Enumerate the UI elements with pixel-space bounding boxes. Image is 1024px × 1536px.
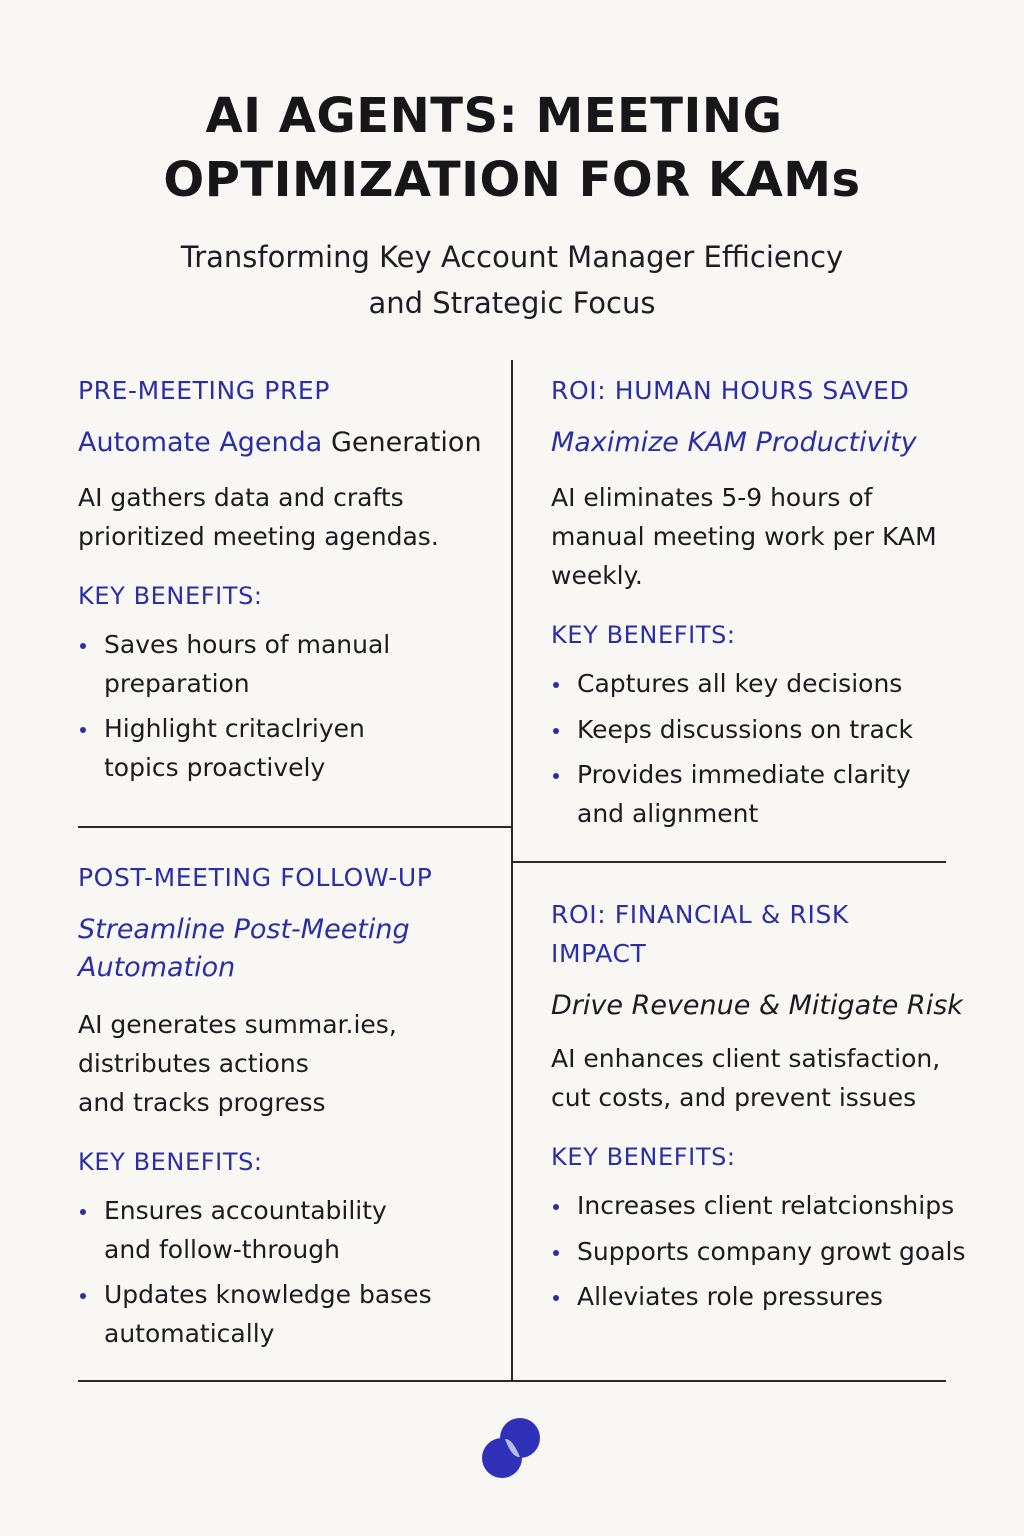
- list-item-line: Ensures accountability: [104, 1196, 387, 1225]
- list-item-line: Supports company growt goals: [577, 1236, 966, 1266]
- section-description: [78, 478, 503, 556]
- section-roi-financial-risk: [551, 895, 1001, 1317]
- list-item-line: Updates knowledge bases: [104, 1280, 432, 1309]
- list-item-line: preparation: [104, 668, 250, 698]
- section-roi-human-hours: [551, 371, 991, 833]
- list-item-line: topics proactively: [104, 752, 326, 782]
- list-item: [551, 1233, 1001, 1272]
- key-benefits-label: KEY BENEFITS:: [78, 1148, 263, 1176]
- bottom-divider: [78, 1380, 946, 1382]
- list-item-line: and follow-through: [104, 1234, 340, 1264]
- section-subheading-part-b: Generation: [330, 427, 482, 458]
- section-heading-line: IMPACT: [551, 939, 647, 968]
- description-line: distributes actions: [78, 1049, 309, 1078]
- key-benefits-label: KEY BENEFITS:: [78, 582, 263, 610]
- description-line: AI enhances client satisfaction,: [551, 1044, 941, 1073]
- list-item-line: Keeps discussions on track: [577, 714, 913, 744]
- description-line: prioritized meeting agendas.: [78, 522, 439, 551]
- section-subheading-part-a: Automate Agenda: [78, 427, 323, 458]
- list-item-line: and alignment: [577, 798, 759, 828]
- benefits-list: [551, 1187, 1001, 1317]
- section-description: [551, 478, 991, 595]
- section-subheading: [78, 424, 503, 462]
- overlapping-circles-logo-icon: [478, 1414, 546, 1482]
- list-item: [551, 665, 991, 704]
- section-description: [78, 1005, 503, 1122]
- list-item-line: Highlight critaclriyen: [104, 714, 365, 743]
- list-item: [78, 626, 503, 703]
- list-item-line: automatically: [104, 1318, 275, 1348]
- list-item: [551, 756, 991, 833]
- page-subtitle: [0, 234, 1024, 326]
- section-heading: ROI: HUMAN HOURS SAVED: [551, 376, 910, 405]
- list-item-line: Provides immediate clarity: [577, 760, 911, 789]
- key-benefits-label: KEY BENEFITS:: [551, 1143, 736, 1171]
- section-heading-line: ROI: FINANCIAL & RISK: [551, 900, 849, 929]
- benefits-list: [551, 665, 991, 833]
- section-subheading: Maximize KAM Productivity: [551, 427, 917, 458]
- description-line: AI generates summar.ies,: [78, 1010, 397, 1039]
- section-subheading: Drive Revenue & Mitigate Risk: [551, 990, 963, 1021]
- list-item-line: Saves hours of manual: [104, 630, 391, 659]
- section-pre-meeting-prep: [78, 371, 503, 787]
- description-line: and tracks progress: [78, 1088, 326, 1117]
- section-heading: POST-MEETING FOLLOW-UP: [78, 863, 433, 892]
- page-title-line-2: OPTIMIZATION FOR KAMs: [163, 152, 861, 208]
- page-title: [0, 84, 1024, 212]
- page-subtitle-line-2: and Strategic Focus: [368, 286, 656, 320]
- section-description: [551, 1039, 1001, 1117]
- section-subheading-line: Automation: [78, 952, 236, 983]
- page-title-line-1: AI AGENTS: MEETING: [205, 88, 783, 144]
- benefits-list: [78, 1192, 503, 1353]
- list-item: [551, 711, 991, 750]
- key-benefits-label: KEY BENEFITS:: [551, 621, 736, 649]
- page-subtitle-line-1: Transforming Key Account Manager Efficiency: [180, 240, 844, 274]
- section-heading: [551, 895, 1001, 973]
- logo-graphic: [478, 1414, 546, 1482]
- section-heading: PRE-MEETING PREP: [78, 376, 331, 405]
- list-item: [78, 1192, 503, 1269]
- description-line: cut costs, and prevent issues: [551, 1083, 917, 1112]
- list-item: [78, 710, 503, 787]
- description-line: weekly.: [551, 561, 643, 590]
- list-item-line: Captures all key decisions: [577, 669, 903, 698]
- description-line: manual meeting work per KAM: [551, 522, 937, 551]
- section-subheading-line: Streamline Post-Meeting: [78, 914, 410, 945]
- right-section-divider: [512, 861, 946, 863]
- section-post-meeting-follow-up: [78, 858, 503, 1353]
- list-item-line: Increases client relatcionships: [577, 1191, 955, 1220]
- center-divider: [511, 360, 513, 1382]
- section-subheading: [78, 911, 503, 987]
- left-section-divider: [78, 826, 512, 828]
- list-item-line: Alleviates role pressures: [577, 1282, 883, 1311]
- list-item: [551, 1187, 1001, 1226]
- list-item: [78, 1276, 503, 1353]
- description-line: AI gathers data and crafts: [78, 483, 404, 512]
- benefits-list: [78, 626, 503, 787]
- list-item: [551, 1278, 1001, 1317]
- description-line: AI eliminates 5-9 hours of: [551, 483, 873, 512]
